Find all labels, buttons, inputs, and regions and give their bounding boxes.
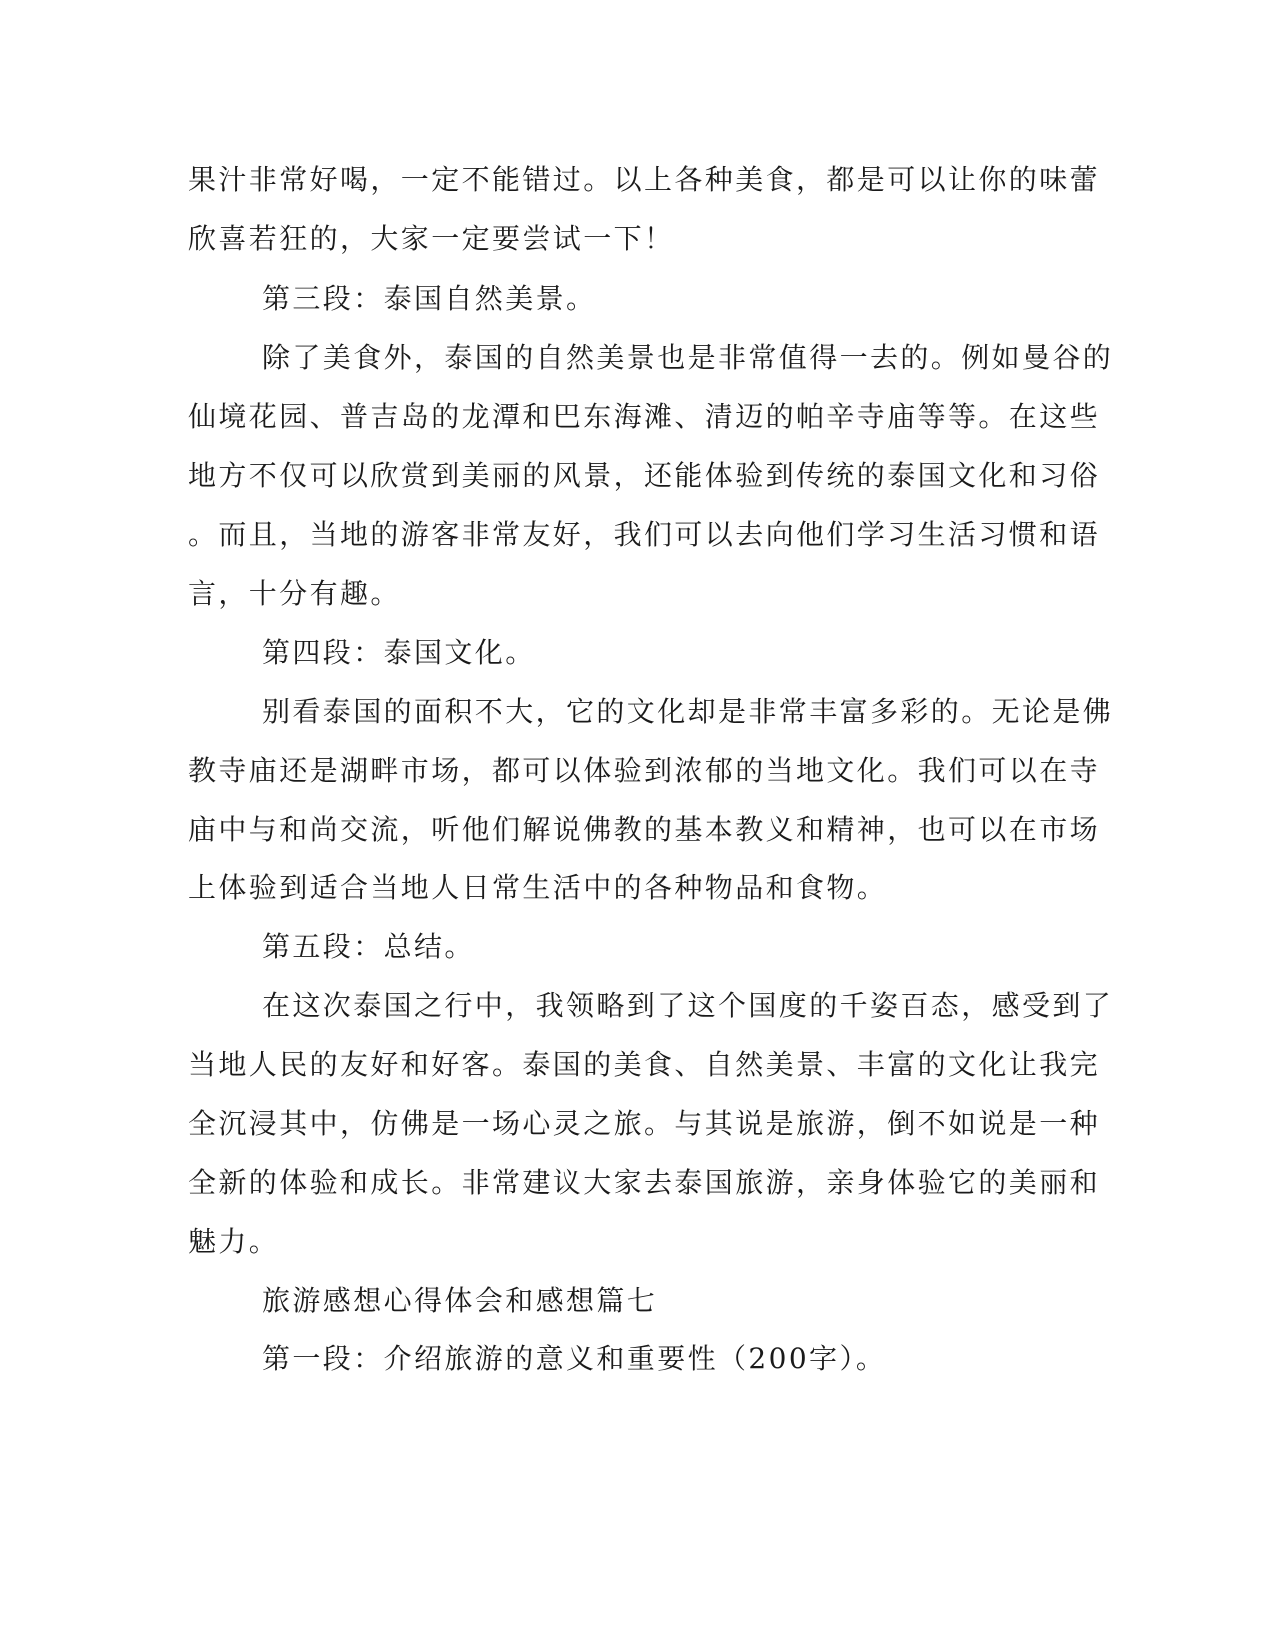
section-heading: 第三段：泰国自然美景。 [262,282,597,315]
text-line: 仙境花园、普吉岛的龙潭和巴东海滩、清迈的帕辛寺庙等等。在这些 [188,400,1101,433]
text-line: 别看泰国的面积不大，它的文化却是非常丰富多彩的。无论是佛 [262,695,1114,728]
text-line: 果汁非常好喝，一定不能错过。以上各种美食，都是可以让你的味蕾 [188,163,1101,196]
text-line: 当地人民的友好和好客。泰国的美食、自然美景、丰富的文化让我完 [188,1048,1101,1081]
text-line: 教寺庙还是湖畔市场，都可以体验到浓郁的当地文化。我们可以在寺 [188,754,1101,787]
text-line: 地方不仅可以欣赏到美丽的风景，还能体验到传统的泰国文化和习俗 [188,459,1101,492]
text-line: 。而且，当地的游客非常友好，我们可以去向他们学习生活习惯和语 [188,518,1101,551]
section-heading: 第一段：介绍旅游的意义和重要性（200字）。 [262,1342,887,1375]
text-line: 全沉浸其中，仿佛是一场心灵之旅。与其说是旅游，倒不如说是一种 [188,1107,1101,1140]
text-line: 全新的体验和成长。非常建议大家去泰国旅游，亲身体验它的美丽和 [188,1166,1101,1199]
text-line: 在这次泰国之行中，我领略到了这个国度的千姿百态，感受到了 [262,989,1114,1022]
text-line: 言，十分有趣。 [188,577,401,610]
text-line: 除了美食外，泰国的自然美景也是非常值得一去的。例如曼谷的 [262,341,1114,374]
section-heading: 第四段：泰国文化。 [262,636,536,669]
text-line: 上体验到适合当地人日常生活中的各种物品和食物。 [188,871,888,904]
section-heading: 第五段：总结。 [262,930,475,963]
text-line: 欣喜若狂的，大家一定要尝试一下！ [188,222,675,255]
text-line: 庙中与和尚交流，听他们解说佛教的基本教义和精神，也可以在市场 [188,813,1101,846]
article-title: 旅游感想心得体会和感想篇七 [262,1284,658,1317]
text-line: 魅力。 [188,1225,280,1258]
